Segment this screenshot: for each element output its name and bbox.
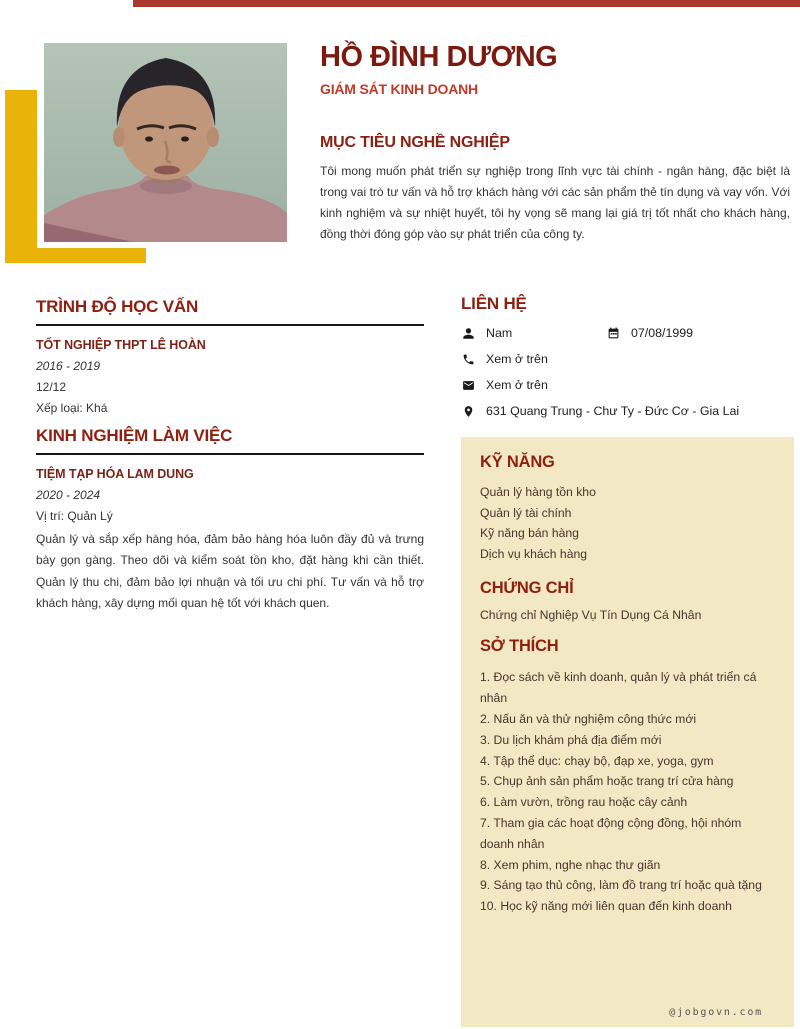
- candidate-name: HỒ ĐÌNH DƯƠNG: [320, 41, 558, 73]
- top-accent-bar: [133, 0, 800, 7]
- experience-position: Vị trí: Quản Lý: [36, 509, 113, 523]
- skill-item: Dịch vụ khách hàng: [480, 546, 588, 561]
- skills-list: [480, 482, 776, 564]
- hobby-item: 7. Tham gia các hoạt động cộng đồng, hội nhóm doanh nhân: [480, 815, 742, 851]
- yellow-accent-vertical: [5, 90, 37, 263]
- yellow-accent-horizontal: [5, 248, 146, 263]
- contact-gender: Nam: [486, 326, 513, 340]
- contact-phone: Xem ở trên: [486, 352, 548, 366]
- contact-row-gender-birthday: [461, 326, 794, 340]
- hobbies-list: [480, 667, 776, 917]
- side-panel: [461, 437, 794, 1027]
- education-school: TỐT NGHIỆP THPT LÊ HOÀN: [36, 338, 206, 352]
- education-section: [36, 297, 424, 415]
- location-icon: [461, 404, 475, 418]
- experience-heading: KINH NGHIỆM LÀM VIỆC: [36, 426, 424, 455]
- hobby-item: 3. Du lịch khám phá địa điểm mới: [480, 732, 662, 747]
- skills-heading: KỸ NĂNG: [480, 453, 555, 471]
- contact-section: [461, 294, 794, 418]
- objective-heading: MỤC TIÊU NGHỀ NGHIỆP: [320, 134, 510, 151]
- hobby-item: 6. Làm vườn, trồng rau hoặc cây cảnh: [480, 795, 688, 810]
- calendar-icon: [606, 326, 620, 340]
- skill-item: Kỹ năng bán hàng: [480, 526, 579, 541]
- profile-photo: [44, 43, 287, 242]
- skill-item: Quản lý hàng tồn kho: [480, 485, 596, 499]
- header-block: [320, 40, 790, 97]
- phone-icon: [461, 352, 475, 366]
- contact-address: 631 Quang Trung - Chư Ty - Đức Cơ - Gia Lai: [486, 404, 740, 418]
- education-period: 2016 - 2019: [36, 359, 101, 373]
- education-rank: Xếp loại: Khá: [36, 401, 108, 415]
- contact-heading: LIÊN HỆ: [461, 294, 527, 313]
- hobby-item: 8. Xem phim, nghe nhạc thư giãn: [480, 857, 661, 872]
- education-heading: TRÌNH ĐỘ HỌC VẤN: [36, 297, 424, 326]
- experience-description: Quản lý và sắp xếp hàng hóa, đảm bảo hàng hóa luôn đầy đủ và trưng bày gọn gàng. Theo dõi và kiểm soát tồn kho, đặt hàng khi cần thiết. Quản lý thu chi, đảm bảo lợi nhuận và tối ưu chi phí. Tư vấn và hỗ trợ khách hàng, xây dựng mối quan hệ tốt với khách quen.: [36, 532, 424, 610]
- experience-section: [36, 426, 424, 614]
- certificate-item: Chứng chỉ Nghiệp Vụ Tín Dụng Cá Nhân: [480, 608, 702, 623]
- contact-email: Xem ở trên: [486, 378, 548, 392]
- education-grade: 12/12: [36, 380, 67, 394]
- mail-icon: [461, 378, 475, 392]
- contact-row-phone: [461, 352, 794, 366]
- experience-company: TIỆM TẠP HÓA LAM DUNG: [36, 467, 194, 481]
- objective-section: [320, 134, 790, 245]
- hobby-item: 1. Đọc sách về kinh doanh, quản lý và phát triển cá nhân: [480, 670, 757, 706]
- contact-row-address: [461, 404, 794, 418]
- hobby-item: 10. Học kỹ năng mới liên quan đến kinh doanh: [480, 899, 732, 914]
- hobby-item: 9. Sáng tạo thủ công, làm đồ trang trí hoặc quà tặng: [480, 878, 762, 893]
- contact-birthday: 07/08/1999: [631, 326, 694, 340]
- skill-item: Quản lý tài chính: [480, 505, 572, 520]
- hobby-item: 4. Tập thể dục: chạy bộ, đạp xe, yoga, gym: [480, 753, 714, 768]
- objective-text: Tôi mong muốn phát triển sự nghiệp trong lĩnh vực tài chính - ngân hàng, đặc biệt là trong vai trò tư vấn và hỗ trợ khách hàng với các sản phẩm thẻ tín dụng và vay vốn. Với kinh nghiệm và sự nhiệt huyết, tôi hy vọng sẽ mang lại giá trị tốt nhất cho khách hàng, đồng thời đóng góp vào sự phát triển của công ty.: [320, 164, 790, 241]
- hobby-item: 5. Chụp ảnh sản phẩm hoặc trang trí cửa hàng: [480, 774, 734, 789]
- experience-period: 2020 - 2024: [36, 488, 101, 502]
- contact-row-email: [461, 378, 794, 392]
- certificates-heading: CHỨNG CHỈ: [480, 579, 574, 598]
- person-icon: [461, 326, 475, 340]
- hobbies-heading: SỞ THÍCH: [480, 637, 559, 656]
- watermark: @jobgovn.com: [669, 1007, 763, 1018]
- job-title: GIÁM SÁT KINH DOANH: [320, 81, 478, 97]
- hobby-item: 2. Nấu ăn và thử nghiệm công thức mới: [480, 711, 697, 726]
